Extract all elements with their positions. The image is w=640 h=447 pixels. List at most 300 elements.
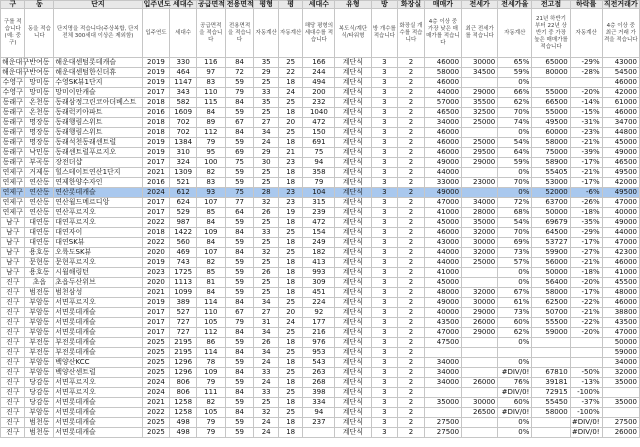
table-cell[interactable]: 66500 xyxy=(532,98,570,108)
table-cell[interactable]: 32500 xyxy=(462,108,498,118)
table-cell[interactable]: 42300 xyxy=(602,248,639,258)
table-cell[interactable]: 백양산KCC xyxy=(54,358,142,368)
table-cell[interactable]: 35000 xyxy=(462,218,498,228)
table-cell[interactable]: 동래구 xyxy=(1,138,25,148)
table-cell[interactable]: 범천동 xyxy=(25,418,54,428)
table-cell[interactable]: 33 xyxy=(254,388,278,398)
table-cell[interactable]: 2017 xyxy=(142,208,170,218)
table-cell[interactable]: 망미이안캐슬 xyxy=(54,88,142,98)
table-cell[interactable]: 84 xyxy=(225,228,254,238)
table-cell[interactable] xyxy=(462,428,498,438)
table-cell[interactable]: 94 xyxy=(303,408,335,418)
table-cell[interactable]: -15% xyxy=(570,108,602,118)
table-cell[interactable] xyxy=(462,388,498,398)
table-cell[interactable]: 2019 xyxy=(142,148,170,158)
table-cell[interactable]: 수영구 xyxy=(1,88,25,98)
table-row[interactable] xyxy=(1,118,640,128)
table-cell[interactable]: 2 xyxy=(398,308,425,318)
table-cell[interactable]: 59 xyxy=(225,178,254,188)
table-cell[interactable]: 명장동 xyxy=(25,138,54,148)
table-row[interactable] xyxy=(1,228,640,238)
table-cell[interactable]: 범천동 xyxy=(25,428,54,438)
table-row[interactable] xyxy=(1,418,640,428)
table-cell[interactable]: 19 xyxy=(278,208,302,218)
table-cell[interactable]: 30000 xyxy=(462,298,498,308)
table-cell[interactable] xyxy=(602,408,639,418)
table-row[interactable] xyxy=(1,318,640,328)
table-cell[interactable]: 59 xyxy=(225,288,254,298)
table-cell[interactable]: 26 xyxy=(254,268,278,278)
table-cell[interactable]: 진구 xyxy=(1,358,25,368)
table-cell[interactable]: 521 xyxy=(170,178,197,188)
instruction-cell[interactable]: 구를 적습니다(예: 중구) xyxy=(1,9,25,58)
table-cell[interactable]: 2025 xyxy=(142,348,170,358)
table-row[interactable] xyxy=(1,98,640,108)
table-cell[interactable]: -100% xyxy=(570,388,602,398)
table-cell[interactable]: 59 xyxy=(225,168,254,178)
table-cell[interactable]: 2 xyxy=(398,298,425,308)
table-cell[interactable]: 166 xyxy=(303,58,335,68)
table-cell[interactable]: 46000 xyxy=(424,58,461,68)
table-cell[interactable]: 29000 xyxy=(462,308,498,318)
table-cell[interactable]: 서면푸르지오 xyxy=(54,388,142,398)
table-cell[interactable]: 114 xyxy=(196,298,225,308)
table-cell[interactable]: 3 xyxy=(371,178,398,188)
table-cell[interactable]: 464 xyxy=(170,68,197,78)
table-cell[interactable]: 469 xyxy=(170,248,197,258)
table-cell[interactable]: 110 xyxy=(196,88,225,98)
table-cell[interactable]: 33 xyxy=(254,88,278,98)
table-cell[interactable]: 2022 xyxy=(142,408,170,418)
table-cell[interactable]: 2016 xyxy=(142,108,170,118)
table-cell[interactable]: 3 xyxy=(371,98,398,108)
table-cell[interactable] xyxy=(602,388,639,398)
table-cell[interactable]: 2 xyxy=(398,68,425,78)
table-cell[interactable]: -21% xyxy=(570,138,602,148)
table-cell[interactable]: 46500 xyxy=(424,108,461,118)
table-cell[interactable]: 543 xyxy=(303,358,335,368)
table-cell[interactable]: 45000 xyxy=(424,278,461,288)
table-cell[interactable] xyxy=(570,358,602,368)
table-cell[interactable]: 계단식 xyxy=(335,98,371,108)
table-cell[interactable]: 2019 xyxy=(142,258,170,268)
table-cell[interactable]: 오륙도SK뷰 xyxy=(54,248,142,258)
table-cell[interactable]: 25 xyxy=(278,408,302,418)
table-cell[interactable]: 993 xyxy=(303,268,335,278)
table-cell[interactable]: 서면롯데캐슬 xyxy=(54,398,142,408)
table-cell[interactable]: 92 xyxy=(303,308,335,318)
table-cell[interactable]: 대연동 xyxy=(25,218,54,228)
table-cell[interactable]: 59 xyxy=(225,338,254,348)
table-cell[interactable]: -100% xyxy=(570,408,602,418)
column-header[interactable]: 화장실 xyxy=(398,1,425,9)
table-cell[interactable] xyxy=(462,418,498,428)
table-cell[interactable]: 2019 xyxy=(142,298,170,308)
table-cell[interactable]: 244 xyxy=(303,68,335,78)
table-cell[interactable]: 진구 xyxy=(1,408,25,418)
table-cell[interactable]: 46000 xyxy=(602,108,639,118)
table-cell[interactable]: 691 xyxy=(303,138,335,148)
table-cell[interactable]: 3 xyxy=(371,348,398,358)
table-cell[interactable]: 69 xyxy=(225,148,254,158)
table-cell[interactable]: 46000 xyxy=(602,298,639,308)
table-cell[interactable]: 계단식 xyxy=(335,288,371,298)
table-cell[interactable]: 3 xyxy=(371,158,398,168)
table-cell[interactable]: 100 xyxy=(196,158,225,168)
table-cell[interactable]: 진구 xyxy=(1,328,25,338)
table-cell[interactable]: 582 xyxy=(170,98,197,108)
column-header[interactable]: 평 xyxy=(278,1,302,9)
table-cell[interactable]: 59 xyxy=(225,78,254,88)
instruction-cell[interactable]: 복도식/계단식/타워형 xyxy=(335,9,371,58)
table-cell[interactable]: 0% xyxy=(498,278,532,288)
table-cell[interactable]: 62% xyxy=(498,98,532,108)
instruction-cell[interactable]: 입주연도 xyxy=(142,9,170,58)
table-cell[interactable]: 1040 xyxy=(303,108,335,118)
table-cell[interactable]: -21% xyxy=(570,258,602,268)
table-cell[interactable]: 2 xyxy=(398,338,425,348)
table-row[interactable] xyxy=(1,288,640,298)
table-cell[interactable]: 29000 xyxy=(462,158,498,168)
table-cell[interactable]: 97 xyxy=(196,68,225,78)
table-cell[interactable]: 1258 xyxy=(170,408,197,418)
table-cell[interactable]: 계단식 xyxy=(335,128,371,138)
table-cell[interactable]: 대연동 xyxy=(25,228,54,238)
table-cell[interactable]: 온천동 xyxy=(25,108,54,118)
table-row[interactable] xyxy=(1,158,640,168)
table-cell[interactable] xyxy=(462,358,498,368)
table-cell[interactable]: 84 xyxy=(196,238,225,248)
table-cell[interactable]: 84 xyxy=(225,298,254,308)
table-cell[interactable]: 해운대센텀롯데캐슬 xyxy=(54,58,142,68)
table-cell[interactable]: 63700 xyxy=(532,198,570,208)
table-cell[interactable]: 서면롯데캐슬 xyxy=(54,328,142,338)
table-cell[interactable]: 동래럭키아파트 xyxy=(54,108,142,118)
table-cell[interactable]: 32000 xyxy=(462,228,498,238)
table-cell[interactable]: 3 xyxy=(371,378,398,388)
table-cell[interactable]: 702 xyxy=(170,128,197,138)
table-cell[interactable]: 계단식 xyxy=(335,58,371,68)
table-cell[interactable]: 0% xyxy=(498,338,532,348)
table-cell[interactable]: 80000 xyxy=(532,68,570,78)
table-cell[interactable]: 3 xyxy=(371,418,398,428)
table-cell[interactable]: 49500 xyxy=(602,188,639,198)
table-cell[interactable]: 동래석천동래센트럴 xyxy=(54,138,142,148)
table-cell[interactable]: 57% xyxy=(498,258,532,268)
table-cell[interactable]: 41000 xyxy=(602,268,639,278)
table-cell[interactable]: 31 xyxy=(254,318,278,328)
table-cell[interactable]: 49000 xyxy=(602,218,639,228)
table-cell[interactable]: #DIV/0! xyxy=(498,408,532,418)
table-cell[interactable]: 2 xyxy=(398,58,425,68)
table-row[interactable] xyxy=(1,68,640,78)
table-cell[interactable]: 0% xyxy=(498,188,532,198)
table-cell[interactable]: 2017 xyxy=(142,328,170,338)
table-cell[interactable]: 182 xyxy=(303,248,335,258)
table-cell[interactable]: 시월해링턴 xyxy=(54,268,142,278)
table-cell[interactable]: 34 xyxy=(254,348,278,358)
table-cell[interactable]: 3 xyxy=(371,168,398,178)
column-header[interactable]: 전세가율 xyxy=(498,1,532,9)
table-cell[interactable]: 60000 xyxy=(532,128,570,138)
table-cell[interactable]: 2025 xyxy=(142,418,170,428)
table-cell[interactable]: 61% xyxy=(498,298,532,308)
table-cell[interactable]: 59 xyxy=(225,398,254,408)
table-cell[interactable]: 1609 xyxy=(170,108,197,118)
table-cell[interactable]: 47000 xyxy=(602,198,639,208)
table-cell[interactable]: 계단식 xyxy=(335,248,371,258)
table-cell[interactable]: 46000 xyxy=(602,78,639,88)
table-cell[interactable]: -39% xyxy=(570,148,602,158)
table-cell[interactable]: 수영SK뷰1단지 xyxy=(54,78,142,88)
table-cell[interactable]: 55000 xyxy=(532,88,570,98)
table-cell[interactable]: 계단식 xyxy=(335,68,371,78)
table-cell[interactable]: 연제한양수자인 xyxy=(54,178,142,188)
table-cell[interactable]: 28 xyxy=(254,188,278,198)
table-cell[interactable]: 부전동 xyxy=(25,348,54,358)
table-cell[interactable]: 거제동 xyxy=(25,168,54,178)
table-cell[interactable]: 서면푸르지오 xyxy=(54,378,142,388)
table-cell[interactable]: 35000 xyxy=(424,398,461,408)
table-cell[interactable]: 79 xyxy=(196,138,225,148)
table-cell[interactable]: 0% xyxy=(498,168,532,178)
table-cell[interactable]: 46000 xyxy=(424,228,461,238)
table-cell[interactable] xyxy=(462,338,498,348)
table-cell[interactable]: 25 xyxy=(254,238,278,248)
table-cell[interactable]: 반여동 xyxy=(25,68,54,78)
table-cell[interactable]: 105 xyxy=(196,318,225,328)
table-cell[interactable]: 32 xyxy=(254,408,278,418)
table-cell[interactable]: 59 xyxy=(225,108,254,118)
table-cell[interactable]: 44800 xyxy=(602,128,639,138)
table-cell[interactable]: -29% xyxy=(570,58,602,68)
table-cell[interactable] xyxy=(462,78,498,88)
table-cell[interactable]: 부전롯데캐슬 xyxy=(54,348,142,358)
table-cell[interactable]: 46000 xyxy=(424,148,461,158)
table-row[interactable] xyxy=(1,108,640,118)
table-cell[interactable]: 2017 xyxy=(142,308,170,318)
table-row[interactable] xyxy=(1,148,640,158)
table-cell[interactable]: 2 xyxy=(398,158,425,168)
table-cell[interactable]: 부암동 xyxy=(25,298,54,308)
table-cell[interactable]: 32 xyxy=(254,198,278,208)
table-cell[interactable]: 84 xyxy=(225,128,254,138)
table-cell[interactable]: 계단식 xyxy=(335,158,371,168)
table-cell[interactable]: 0% xyxy=(498,78,532,88)
table-cell[interactable] xyxy=(462,188,498,198)
table-cell[interactable]: 84 xyxy=(196,288,225,298)
table-cell[interactable]: 계단식 xyxy=(335,88,371,98)
table-cell[interactable]: 25 xyxy=(254,168,278,178)
table-cell[interactable]: 72% xyxy=(498,198,532,208)
table-cell[interactable]: 1099 xyxy=(170,288,197,298)
table-cell[interactable]: 25 xyxy=(254,108,278,118)
table-cell[interactable]: 58900 xyxy=(532,158,570,168)
table-row[interactable] xyxy=(1,128,640,138)
table-cell[interactable]: 41000 xyxy=(424,208,461,218)
table-cell[interactable]: 60% xyxy=(498,398,532,408)
table-cell[interactable]: 59 xyxy=(225,218,254,228)
table-cell[interactable]: -14% xyxy=(570,98,602,108)
table-cell[interactable]: 29 xyxy=(254,68,278,78)
table-cell[interactable]: 58000 xyxy=(532,408,570,418)
table-cell[interactable]: 78 xyxy=(196,358,225,368)
instruction-cell[interactable]: 자동계산 xyxy=(254,9,278,58)
column-header[interactable]: 평형 xyxy=(254,1,278,9)
table-cell[interactable]: -26% xyxy=(570,198,602,208)
table-row[interactable] xyxy=(1,248,640,258)
table-cell[interactable]: 연산동 xyxy=(25,198,54,208)
table-cell[interactable]: 1296 xyxy=(170,368,197,378)
table-cell[interactable]: -6% xyxy=(570,188,602,198)
table-row[interactable] xyxy=(1,338,640,348)
table-row[interactable] xyxy=(1,58,640,68)
table-cell[interactable]: 2019 xyxy=(142,68,170,78)
table-cell[interactable]: 52000 xyxy=(532,188,570,198)
instruction-cell[interactable]: 4층 이상 중 가장 낮은 매매가를 적습니다 xyxy=(424,9,461,58)
table-cell[interactable]: 34500 xyxy=(462,68,498,78)
table-cell[interactable]: 진구 xyxy=(1,428,25,438)
table-cell[interactable]: 1147 xyxy=(170,78,197,88)
table-cell[interactable]: 987 xyxy=(170,218,197,228)
table-cell[interactable]: 58000 xyxy=(532,138,570,148)
table-cell[interactable]: 진구 xyxy=(1,278,25,288)
table-cell[interactable]: 23 xyxy=(278,158,302,168)
table-cell[interactable]: 24 xyxy=(254,138,278,148)
table-cell[interactable]: 진구 xyxy=(1,368,25,378)
column-header[interactable]: 하락률 xyxy=(570,1,602,9)
table-cell[interactable]: 83 xyxy=(196,178,225,188)
table-row[interactable] xyxy=(1,168,640,178)
table-cell[interactable]: 2195 xyxy=(170,348,197,358)
table-cell[interactable]: 18 xyxy=(278,238,302,248)
table-cell[interactable]: 56400 xyxy=(532,278,570,288)
table-row[interactable] xyxy=(1,208,640,218)
table-cell[interactable]: 35 xyxy=(254,98,278,108)
table-cell[interactable]: 40000 xyxy=(424,308,461,318)
table-cell[interactable]: -31% xyxy=(570,118,602,128)
table-cell[interactable]: 25000 xyxy=(462,258,498,268)
table-cell[interactable]: 부암동 xyxy=(25,308,54,318)
table-cell[interactable] xyxy=(462,368,498,378)
table-cell[interactable]: 18 xyxy=(278,108,302,118)
table-cell[interactable]: -18% xyxy=(570,268,602,278)
table-cell[interactable]: 25 xyxy=(254,78,278,88)
table-cell[interactable]: 3 xyxy=(371,198,398,208)
table-cell[interactable]: 2022 xyxy=(142,238,170,248)
table-cell[interactable]: 계단식 xyxy=(335,428,371,438)
table-cell[interactable]: 동래구 xyxy=(1,148,25,158)
table-cell[interactable]: 3 xyxy=(371,228,398,238)
table-row[interactable] xyxy=(1,368,640,378)
table-cell[interactable]: 29000 xyxy=(462,328,498,338)
table-cell[interactable]: 25 xyxy=(254,258,278,268)
table-cell[interactable]: 2 xyxy=(398,228,425,238)
table-cell[interactable]: 반여동 xyxy=(25,58,54,68)
table-cell[interactable]: 초읍두산위브 xyxy=(54,278,142,288)
table-cell[interactable]: -17% xyxy=(570,178,602,188)
table-cell[interactable]: 18 xyxy=(278,418,302,428)
table-cell[interactable]: 동래구 xyxy=(1,118,25,128)
table-cell[interactable]: 3 xyxy=(371,268,398,278)
table-cell[interactable]: 남구 xyxy=(1,238,25,248)
table-cell[interactable]: 42000 xyxy=(602,88,639,98)
table-cell[interactable]: 대연동 xyxy=(25,238,54,248)
table-cell[interactable]: 84 xyxy=(225,248,254,258)
table-cell[interactable]: 2025 xyxy=(142,368,170,378)
table-cell[interactable]: 46000 xyxy=(424,128,461,138)
table-cell[interactable]: 연산동 xyxy=(25,178,54,188)
table-cell[interactable]: 59 xyxy=(225,238,254,248)
table-cell[interactable]: 동래행림스위트 xyxy=(54,128,142,138)
instruction-cell[interactable]: 화장실 개수를 적습니다 xyxy=(398,9,425,58)
table-cell[interactable]: 389 xyxy=(170,298,197,308)
table-cell[interactable]: 3 xyxy=(371,188,398,198)
table-cell[interactable]: #DIV/0! xyxy=(498,388,532,398)
table-cell[interactable]: 44000 xyxy=(602,228,639,238)
table-cell[interactable]: 53727 xyxy=(532,238,570,248)
table-cell[interactable]: 29000 xyxy=(462,88,498,98)
table-cell[interactable]: 서면롯데캐슬 xyxy=(54,418,142,428)
table-cell[interactable]: 힐스테이트연산1단지 xyxy=(54,168,142,178)
table-cell[interactable]: 315 xyxy=(303,198,335,208)
table-cell[interactable]: 79 xyxy=(225,318,254,328)
table-cell[interactable]: 72 xyxy=(225,68,254,78)
table-cell[interactable] xyxy=(462,128,498,138)
table-cell[interactable]: 3 xyxy=(371,68,398,78)
table-cell[interactable]: 239 xyxy=(303,208,335,218)
table-cell[interactable]: -28% xyxy=(570,68,602,78)
table-cell[interactable]: 58000 xyxy=(424,68,461,78)
table-cell[interactable]: 26000 xyxy=(602,428,639,438)
table-cell[interactable]: 2 xyxy=(398,248,425,258)
table-cell[interactable]: 70% xyxy=(498,228,532,238)
table-cell[interactable]: 529 xyxy=(170,208,197,218)
table-cell[interactable]: 2 xyxy=(398,188,425,198)
table-cell[interactable]: 3 xyxy=(371,208,398,218)
table-cell[interactable]: 94 xyxy=(303,158,335,168)
table-cell[interactable]: 2016 xyxy=(142,178,170,188)
table-cell[interactable]: 50000 xyxy=(532,268,570,278)
table-cell[interactable]: 0% xyxy=(498,128,532,138)
instruction-cell[interactable]: 세대수 xyxy=(170,9,197,58)
table-cell[interactable]: 472 xyxy=(303,218,335,228)
table-cell[interactable]: 연제구 xyxy=(1,198,25,208)
table-cell[interactable]: 범천삼성 xyxy=(54,288,142,298)
table-row[interactable] xyxy=(1,278,640,288)
table-cell[interactable] xyxy=(532,348,570,358)
table-cell[interactable]: 43500 xyxy=(602,318,639,328)
table-cell[interactable]: 문현푸르지오 xyxy=(54,258,142,268)
table-cell[interactable]: 35 xyxy=(254,58,278,68)
table-cell[interactable] xyxy=(462,268,498,278)
table-cell[interactable]: 200 xyxy=(303,88,335,98)
table-cell[interactable]: 명장동 xyxy=(25,128,54,138)
table-cell[interactable]: 2025 xyxy=(142,358,170,368)
table-cell[interactable]: 18 xyxy=(278,178,302,188)
table-cell[interactable]: 계단식 xyxy=(335,348,371,358)
table-row[interactable] xyxy=(1,348,640,358)
table-cell[interactable]: 35000 xyxy=(602,378,639,388)
table-cell[interactable] xyxy=(303,428,335,438)
table-cell[interactable]: 2 xyxy=(398,78,425,88)
table-cell[interactable]: 29500 xyxy=(462,148,498,158)
table-cell[interactable]: 26 xyxy=(254,208,278,218)
table-row[interactable] xyxy=(1,388,640,398)
table-cell[interactable]: 25 xyxy=(254,218,278,228)
table-cell[interactable]: 2195 xyxy=(170,338,197,348)
table-cell[interactable]: 2 xyxy=(398,238,425,248)
